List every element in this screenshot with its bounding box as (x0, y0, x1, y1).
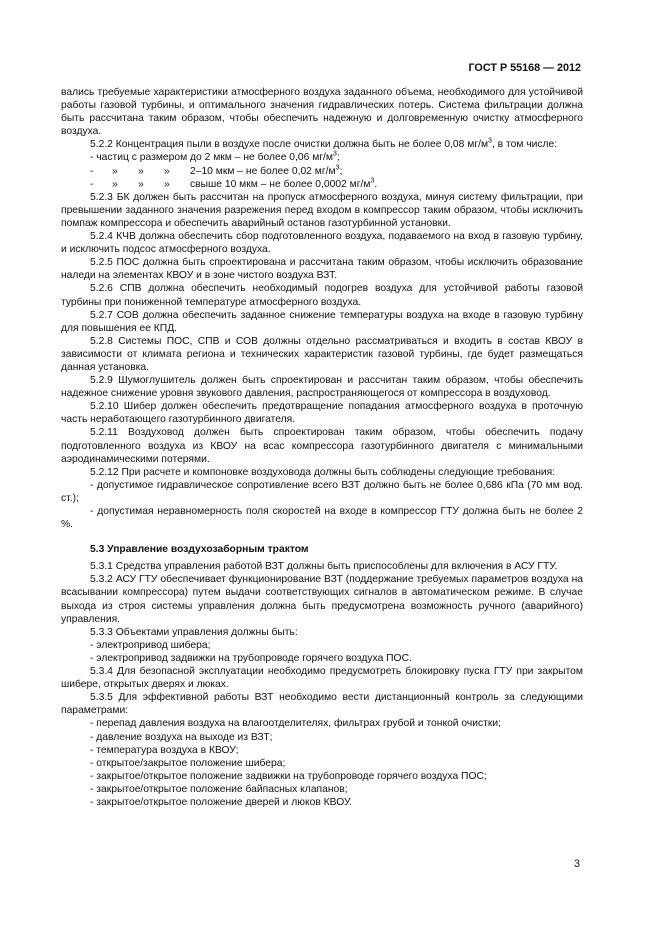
paragraph-5-2-12: 5.2.12 При расчете и компоновке воздуховода должны быть соблюдены следующие требования: (90, 466, 556, 478)
paragraph-5-2-10: 5.2.10 Шибер должен обеспечить предотвращение попадания атмосферного воздуха в проточную часть неработающего газотурбинного двигателя. (61, 401, 583, 426)
monitored-parameter-item: - открытое/закрытое положение шибера; (90, 757, 286, 769)
document-body (61, 86, 583, 809)
paragraph-5-3-3: 5.3.3 Объектами управления должны быть: (90, 626, 298, 638)
paragraph-5-3-1: 5.3.1 Средства управления работой ВЗТ должны быть приспособлены для включения в АСУ ГТУ. (90, 561, 558, 573)
monitored-parameter-item: - температура воздуха в КВОУ; (90, 744, 239, 756)
paragraph-5-2-5: 5.2.5 ПОС должна быть спроектирована и рассчитана таким образом, чтобы исключить образование наледи на элементах КВОУ и в зоне чистого воздуха ВЗТ. (61, 257, 583, 282)
paragraph-5-2-3: 5.2.3 БК должен быть рассчитан на пропуск атмосферного воздуха, минуя систему фильтрации, при превышении заданного значения разрежения перед входом в компрессор таким образом, чтобы исключить помпаж компрессора и обеспечить аварийный останов газотурбинной установки. (61, 191, 583, 229)
paragraph-5-2-2: 5.2.2 Концентрация пыли в воздухе после очистки должна быть не более 0,08 $мг/м^3$, в том числе: (90, 137, 558, 151)
monitored-parameter-item: - закрытое/открытое положение дверей и люков КВОУ. (90, 796, 353, 808)
ditto-dash: - (90, 165, 94, 177)
standard-code-header: ГОСТ Р 55168 — 2012 (468, 62, 581, 74)
section-heading-5-3: 5.3 Управление воздухозаборным трактом (90, 544, 309, 556)
paragraph-5-2-9: 5.2.9 Шумоглушитель должен быть спроектирован и рассчитан таким образом, чтобы обеспечить надежное снижение уровня звукового давления, распространяющегося от компрессора в воздуховод. (61, 375, 583, 400)
dust-item-2: - » » » 2–10 мкм – не более 0,02 $мг/м^3$; (90, 164, 343, 177)
control-object-item: - электропривод шибера; (90, 639, 211, 651)
paragraph-5-2-7: 5.2.7 СОВ должна обеспечить заданное снижение температуры воздуха на входе в газовую турбину для повышения ее КПД. (61, 309, 583, 334)
monitored-parameter-item: - давление воздуха на выходе из ВЗТ; (90, 731, 273, 743)
requirement-item-1: - допустимое гидравлическое сопротивление всего ВЗТ должно быть не более 0,686 кПа (70 мм вод. ст.); (61, 479, 583, 504)
monitored-parameter-item: - перепад давления воздуха на влагоотделителях, фильтрах грубой и тонкой очистки; (90, 718, 502, 730)
paragraph-5-2-11: 5.2.11 Воздуховод должен быть спроектирован таким образом, чтобы обеспечить подачу подготовленного воздуха из КВОУ на всас компрессора газотурбинного двигателя с минимальными аэродинамическими потерями. (61, 427, 583, 465)
dust-item-1: - частиц с размером до 2 мкм – не более 0,06 $мг/м^3$; (90, 151, 340, 164)
paragraph-5-3-5: 5.3.5 Для эффективной работы ВЗТ необходимо вести дистанционный контроль за следующими параметрами: (61, 692, 583, 717)
paragraph-5-2-8: 5.2.8 Системы ПОС, СПВ и СОВ должны отдельно рассматриваться и входить в состав КВОУ в зависимости от климата региона и технических характеристик газовой турбины, где будет размещаться данная установка. (61, 335, 583, 373)
dust-item-3: - » » » свыше 10 мкм – не более 0,0002 $мг/м^3$. (90, 177, 378, 190)
paragraph-continuation: вались требуемые характеристики атмосферного воздуха заданного объема, необходимого для устойчивой работы газовой турбины, и оптимального значения гидравлических потерь. Система фильтрации должна быть рассчитана таким образом, чтобы обеспечить надежную и долговременную очистку атмосферного воздуха. (61, 87, 583, 138)
control-object-item: - электропривод задвижки на трубопроводе горячего воздуха ПОС. (90, 652, 412, 664)
paragraph-5-3-4: 5.3.4 Для безопасной эксплуатации необходимо предусмотреть блокировку пуска ГТУ при закрытом шибере, открытых дверях и люках. (61, 666, 583, 691)
paragraph-5-2-6: 5.2.6 СПВ должна обеспечить необходимый подогрев воздуха для устойчивой работы газовой турбины при пониженной температуре атмосферного воздуха. (61, 283, 583, 308)
page-number: 3 (574, 858, 581, 870)
requirement-item-2: - допустимая неравномерность поля скоростей на входе в компрессор ГТУ должна быть не более 2 %. (61, 506, 583, 531)
paragraph-5-2-4: 5.2.4 КЧВ должна обеспечить сбор подготовленного воздуха, подаваемого на вход в газовую турбину, и исключить подсос атмосферного воздуха. (61, 231, 583, 256)
monitored-parameter-item: - закрытое/открытое положение задвижки на трубопроводе горячего воздуха ПОС; (90, 770, 487, 782)
paragraph-5-3-2: 5.3.2 АСУ ГТУ обеспечивает функционирование ВЗТ (поддержание требуемых параметров воздуха на всасывании компрессора) путем выдачи соответствующих сигналов в автоматическом режиме. В случае выхода из строя системы управления должна быть предусмотрена возможность ручного (аварийного) управления. (61, 574, 583, 625)
monitored-parameter-item: - закрытое/открытое положение байпасных клапанов; (90, 783, 348, 795)
ditto-dash: - (90, 178, 94, 190)
